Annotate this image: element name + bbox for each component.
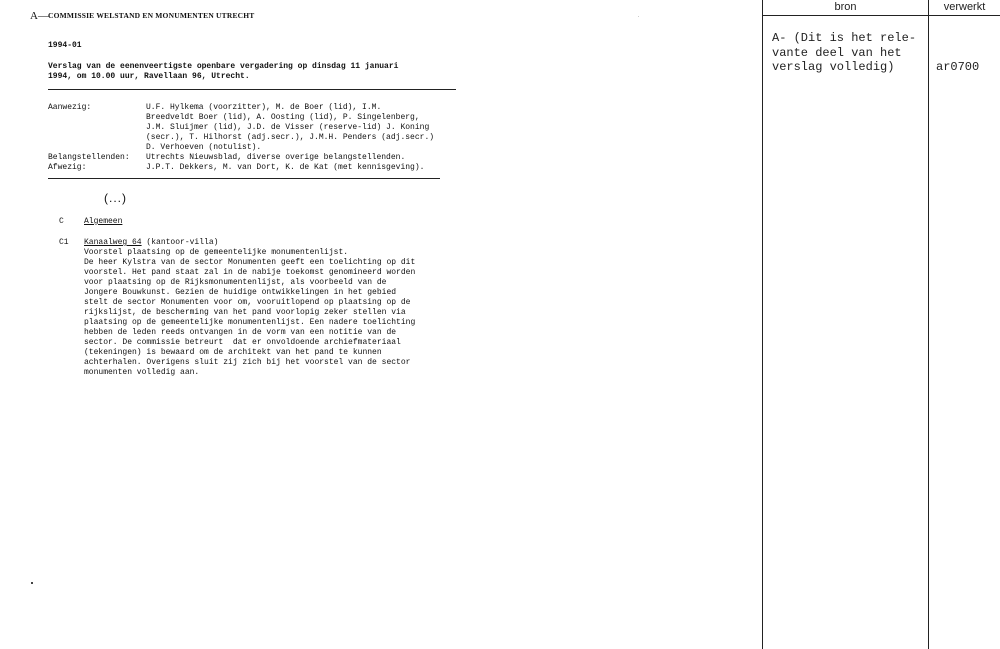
- section-code: C: [59, 217, 64, 226]
- column-header-bron: bron: [834, 1, 857, 13]
- item-title-address: Kanaalweg 64: [84, 238, 142, 247]
- present-line-3: J.M. Sluijmer (lid), J.D. de Visser (reserve-lid) J. Koning: [146, 123, 430, 132]
- column-header-verwerkt: verwerkt: [943, 1, 986, 13]
- absent-value: J.P.T. Dekkers, M. van Dort, K. de Kat (met kennisgeving).: [146, 163, 425, 172]
- margin-panel: [762, 0, 1000, 649]
- document-number: 1994-01: [48, 41, 82, 50]
- margin-left-border: [762, 0, 763, 649]
- item-code: C1: [59, 238, 69, 247]
- scan-speck: [638, 16, 639, 17]
- header-title: COMMISSIE WELSTAND EN MONUMENTEN UTRECHT: [48, 11, 255, 20]
- subtitle-line-1: Verslag van de eenenveertigste openbare vergadering op dinsdag 11 januari: [48, 62, 399, 71]
- divider-bottom: [48, 178, 440, 179]
- body-line-11: (tekeningen) is bewaard om de architekt van het pand te kunnen: [84, 348, 382, 357]
- interested-value: Utrechts Nieuwsblad, diverse overige belangstellenden.: [146, 153, 406, 162]
- body-line-3: voorstel. Het pand staat zal in de nabije toekomst genomineerd worden: [84, 268, 416, 277]
- body-line-2: De heer Kylstra van de sector Monumenten geeft een toelichting op dit: [84, 258, 416, 267]
- omission-ellipsis: (...): [104, 191, 127, 205]
- body-line-1: Voorstel plaatsing op de gemeentelijke monumentenlijst.: [84, 248, 349, 257]
- body-line-5: Jongere Bouwkunst. Gezien de huidige ontwikkelingen in het gebied: [84, 288, 397, 297]
- scan-speck-lower: [31, 582, 33, 584]
- present-label: Aanwezig:: [48, 103, 92, 112]
- divider-top: [48, 89, 456, 90]
- body-line-4: voor plaatsing op de Rijksmonumentenlijst, als voorbeeld van de: [84, 278, 387, 287]
- present-line-1: U.F. Hylkema (voorzitter), M. de Boer (lid), I.M.: [146, 103, 382, 112]
- body-line-13: monumenten volledig aan.: [84, 368, 200, 377]
- body-line-12: achterhalen. Overigens sluit zij zich bij het voorstel van de sector: [84, 358, 411, 367]
- item-title: [84, 238, 218, 248]
- body-line-7: rijkslijst, de bescherming van het pand voorlopig zeker stellen via: [84, 308, 406, 317]
- subtitle-line-2: 1994, om 10.00 uur, Ravellaan 96, Utrecht.: [48, 72, 250, 81]
- body-line-10: sector. De commissie betreurt dat er onvoldoende archiefmateriaal: [84, 338, 401, 347]
- bron-note: A- (Dit is het rele- vante deel van het verslag volledig): [772, 31, 917, 74]
- present-line-4: (secr.), T. Hilhorst (adj.secr.), J.M.H. Penders (adj.secr.): [146, 133, 435, 142]
- header-prefix: A—: [30, 10, 49, 22]
- margin-header-rule: [762, 15, 1000, 16]
- absent-label: Afwezig:: [48, 163, 87, 172]
- present-line-2: Breedveldt Boer (lid), A. Oosting (lid), P. Singelenberg,: [146, 113, 420, 122]
- section-title: Algemeen: [84, 217, 123, 226]
- margin-column-divider: [928, 0, 929, 649]
- body-line-9: hebben de leden reeds ontvangen in de vorm van een notitie van de: [84, 328, 397, 337]
- body-line-6: stelt de sector Monumenten voor om, vooruitlopend op plaatsing op de: [84, 298, 411, 307]
- verwerkt-value: ar0700: [936, 60, 980, 74]
- body-line-8: plaatsing op de gemeentelijke monumentenlijst. Een nadere toelichting: [84, 318, 416, 327]
- item-title-rest: (kantoor-villa): [141, 238, 219, 247]
- present-line-5: D. Verhoeven (notulist).: [146, 143, 262, 152]
- interested-label: Belangstellenden:: [48, 153, 130, 162]
